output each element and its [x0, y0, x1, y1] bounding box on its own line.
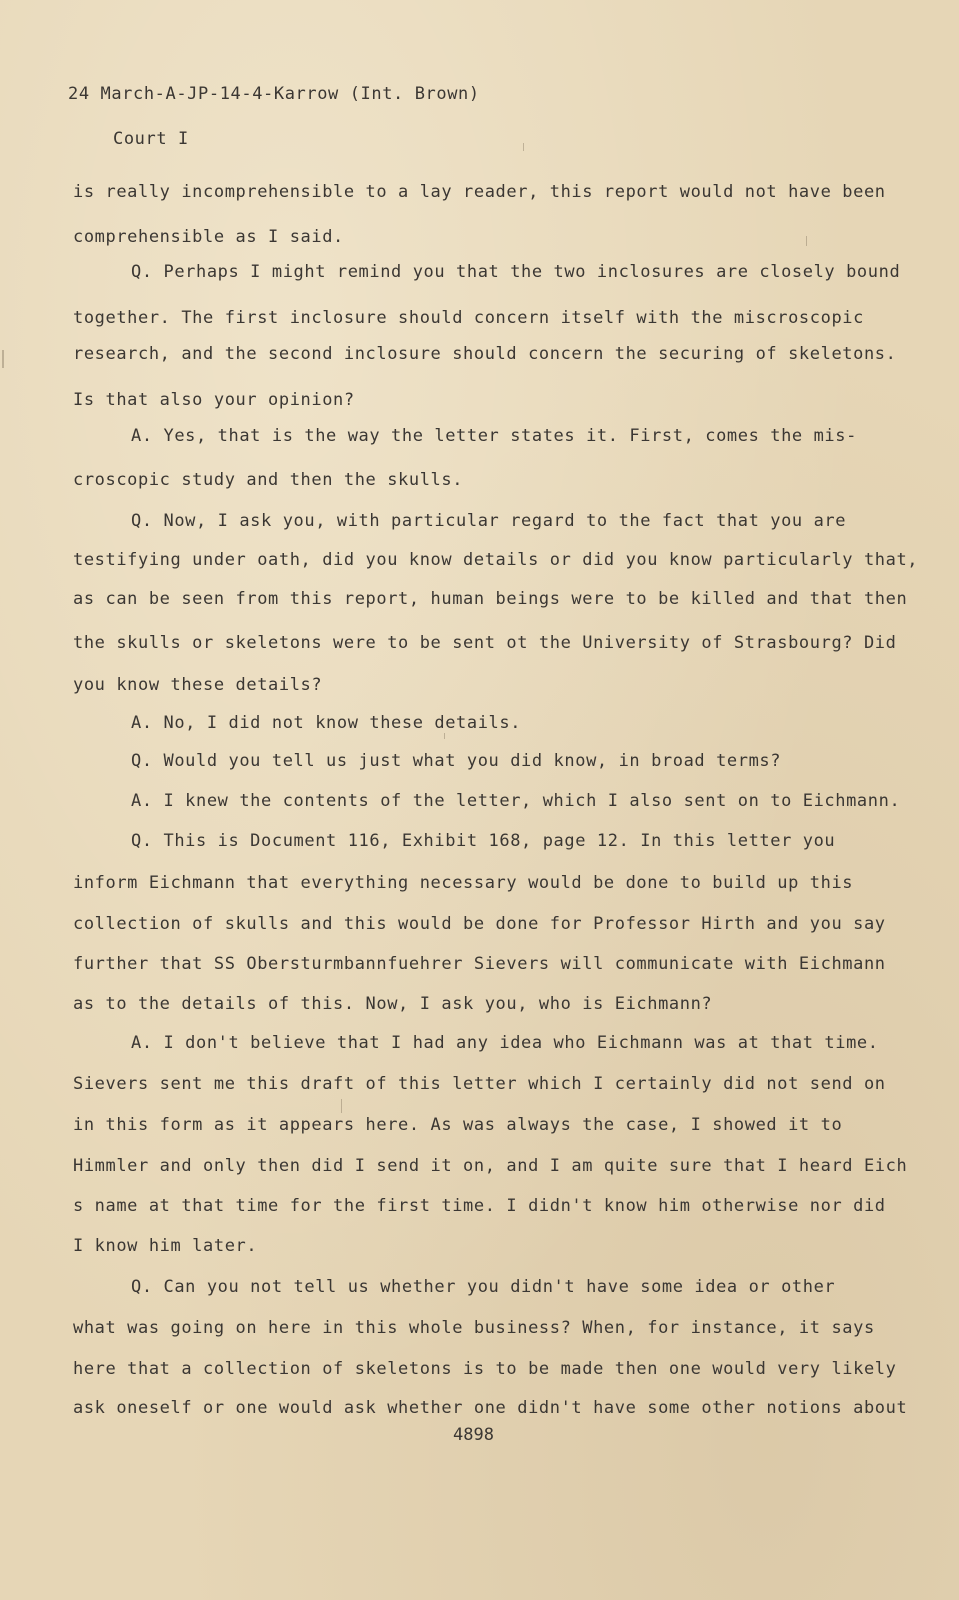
- text-line: Q. Can you not tell us whether you didn't have some idea or other: [131, 1277, 836, 1297]
- paper-speck: [523, 143, 524, 151]
- text-line: I know him later.: [73, 1236, 258, 1256]
- text-line: as to the details of this. Now, I ask you, who is Eichmann?: [73, 994, 713, 1014]
- text-line: Q. Now, I ask you, with particular regard to the fact that you are: [131, 511, 847, 531]
- paper-speck: [2, 350, 4, 368]
- text-line: A. No, I did not know these details.: [131, 713, 522, 733]
- text-line: Himmler and only then did I send it on, and I am quite sure that I heard Eich: [73, 1156, 908, 1176]
- paper-speck: [341, 1099, 342, 1113]
- text-line: comprehensible as I said.: [73, 227, 344, 247]
- text-line: croscopic study and then the skulls.: [73, 470, 464, 490]
- text-line: Q. Would you tell us just what you did know, in broad terms?: [131, 751, 782, 771]
- text-line: A. I knew the contents of the letter, which I also sent on to Eichmann.: [131, 791, 901, 811]
- text-line: Sievers sent me this draft of this letter which I certainly did not send on: [73, 1074, 886, 1094]
- text-line: further that SS Obersturmbannfuehrer Sievers will communicate with Eichmann: [73, 954, 886, 974]
- court-label: Court I: [113, 129, 189, 149]
- page-number: 4898: [453, 1425, 494, 1445]
- text-line: here that a collection of skeletons is to be made then one would very likely: [73, 1359, 897, 1379]
- text-line: together. The first inclosure should concern itself with the miscroscopic: [73, 308, 864, 328]
- header-line: 24 March-A-JP-14-4-Karrow (Int. Brown): [68, 84, 480, 104]
- text-line: inform Eichmann that everything necessary would be done to build up this: [73, 873, 854, 893]
- text-line: collection of skulls and this would be done for Professor Hirth and you say: [73, 914, 886, 934]
- text-line: s name at that time for the first time. I didn't know him otherwise nor did: [73, 1196, 886, 1216]
- text-line: the skulls or skeletons were to be sent ot the University of Strasbourg? Did: [73, 633, 897, 653]
- text-line: A. I don't believe that I had any idea who Eichmann was at that time.: [131, 1033, 879, 1053]
- text-line: ask oneself or one would ask whether one didn't have some other notions about: [73, 1398, 908, 1418]
- text-line: Q. This is Document 116, Exhibit 168, page 12. In this letter you: [131, 831, 836, 851]
- text-line: what was going on here in this whole business? When, for instance, it says: [73, 1318, 875, 1338]
- paper-speck: [444, 733, 445, 739]
- text-line: research, and the second inclosure should concern the securing of skeletons.: [73, 344, 897, 364]
- text-line: testifying under oath, did you know details or did you know particularly that,: [73, 550, 919, 570]
- text-line: A. Yes, that is the way the letter states it. First, comes the mis-: [131, 426, 857, 446]
- text-line: as can be seen from this report, human beings were to be killed and that then: [73, 589, 908, 609]
- text-line: you know these details?: [73, 675, 323, 695]
- text-line: in this form as it appears here. As was always the case, I showed it to: [73, 1115, 843, 1135]
- text-line: Q. Perhaps I might remind you that the two inclosures are closely bound: [131, 262, 901, 282]
- text-line: is really incomprehensible to a lay reader, this report would not have been: [73, 182, 886, 202]
- paper-speck: [806, 236, 807, 246]
- text-line: Is that also your opinion?: [73, 390, 355, 410]
